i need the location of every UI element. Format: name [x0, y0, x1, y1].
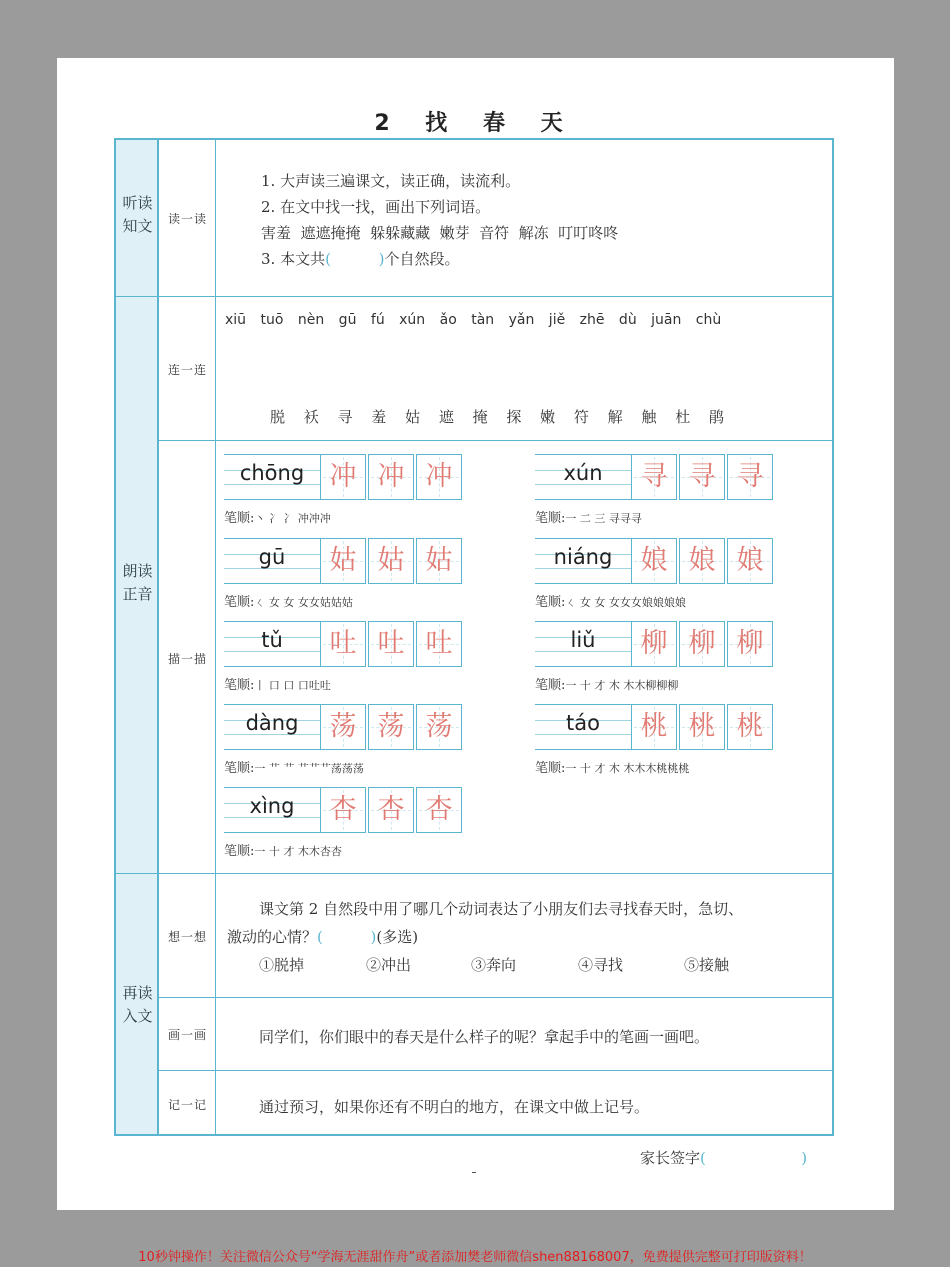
subsection-label-think: 想一想 [167, 930, 207, 944]
stroke-order-sequence: 丨 口 口 口吐吐 [254, 679, 331, 692]
pinyin-lines [224, 538, 320, 584]
trace-pinyin: tǔ [261, 628, 283, 652]
stroke-order-sequence: ㄑ 女 女 女女女娘娘娘娘 [565, 596, 686, 609]
subsection-label-read: 读一读 [167, 212, 207, 226]
read-instruction-3-pre: 3. 本文共 [261, 250, 326, 268]
section-label-reread: 再读 入文 [122, 984, 153, 1025]
read-word-list: 害羞 遮遮掩掩 躲躲藏藏 嫩芽 音符 解冻 叮叮咚咚 [261, 224, 619, 242]
tracing-grid-box[interactable] [727, 704, 773, 750]
stroke-order-sequence: 一 艹 艹 艹艹艹荡荡荡 [254, 762, 364, 775]
subsection-label-link: 连一连 [167, 363, 207, 377]
tracing-grid-box[interactable] [679, 538, 725, 584]
stroke-order [535, 757, 689, 776]
stroke-order-label: 笔顺: [535, 511, 566, 526]
stroke-order-label: 笔顺: [224, 595, 255, 610]
trace-character: 吐 [425, 628, 453, 659]
signature-blank[interactable]: ( ) [700, 1149, 808, 1167]
stroke-order-sequence: 丶 冫 冫 冲冲冲 [254, 512, 331, 525]
trace-character: 寻 [688, 461, 716, 492]
read-instruction-3 [261, 248, 460, 269]
trace-character: 荡 [329, 711, 357, 742]
hanzi-row: 脱 袄 寻 羞 姑 遮 掩 探 嫩 符 解 触 杜 鹃 [270, 408, 726, 426]
tracing-grid-box[interactable] [368, 538, 414, 584]
trace-character: 姑 [329, 545, 357, 576]
tracing-grid-box[interactable] [320, 787, 366, 833]
trace-character: 荡 [425, 711, 453, 742]
tracing-grid-box[interactable] [416, 621, 462, 667]
trace-pinyin: xún [563, 461, 603, 485]
tracing-grid-box[interactable] [368, 704, 414, 750]
stroke-order-sequence: 一 十 才 木 木木木桃桃桃 [565, 762, 690, 775]
trace-pinyin: gū [258, 545, 286, 569]
tracing-grid-box[interactable] [679, 704, 725, 750]
stroke-order-sequence: 一 十 才 木木杏杏 [254, 845, 342, 858]
stroke-order [535, 507, 642, 526]
stroke-order [224, 591, 353, 610]
trace-character: 娘 [640, 545, 668, 576]
option-2[interactable]: ②冲出 [366, 956, 412, 974]
tracing-grid-box[interactable] [631, 454, 677, 500]
draw-instruction: 同学们，你们眼中的春天是什么样子的呢？拿起手中的笔画一画吧。 [259, 1028, 710, 1046]
option-3[interactable]: ③奔向 [471, 956, 517, 974]
trace-pinyin: liǔ [570, 628, 596, 652]
trace-character: 冲 [425, 461, 453, 492]
tracing-grid-box[interactable] [631, 704, 677, 750]
trace-character: 桃 [640, 711, 668, 742]
trace-character: 吐 [377, 628, 405, 659]
subsection-label-draw: 画一画 [167, 1028, 207, 1042]
trace-character: 桃 [688, 711, 716, 742]
read-instruction-3-post: 个自然段。 [384, 250, 460, 268]
tracing-grid-box[interactable] [320, 704, 366, 750]
parent-signature [640, 1147, 807, 1168]
answer-blank[interactable]: ( ) [317, 928, 377, 946]
section-label-listen: 听读 知文 [122, 194, 153, 235]
trace-card-niáng [535, 538, 780, 618]
stroke-order-label: 笔顺: [224, 678, 255, 693]
trace-character: 冲 [377, 461, 405, 492]
stroke-order [224, 674, 331, 693]
trace-character: 桃 [736, 711, 764, 742]
trace-character: 姑 [377, 545, 405, 576]
divider [159, 997, 832, 998]
stroke-order [535, 674, 678, 693]
trace-character: 杏 [329, 794, 357, 825]
tracing-grid-box[interactable] [368, 621, 414, 667]
stroke-order-label: 笔顺: [224, 511, 255, 526]
subsection-label-trace: 描一描 [167, 652, 207, 666]
divider [116, 873, 832, 874]
answer-blank[interactable]: ( ) [325, 250, 385, 268]
tracing-grid-box[interactable] [416, 538, 462, 584]
trace-character: 姑 [425, 545, 453, 576]
divider [159, 440, 832, 441]
trace-character: 娘 [736, 545, 764, 576]
trace-character: 柳 [736, 628, 764, 659]
pinyin-lines [535, 621, 631, 667]
tracing-grid-box[interactable] [368, 454, 414, 500]
trace-character: 荡 [377, 711, 405, 742]
stroke-order-label: 笔顺: [224, 761, 255, 776]
trace-card-xún [535, 454, 780, 534]
think-question-post: (多选) [376, 928, 419, 946]
option-5[interactable]: ⑤接触 [684, 956, 730, 974]
tracing-grid-box[interactable] [320, 454, 366, 500]
stroke-order-sequence: 一 十 才 木 木木柳柳柳 [565, 679, 679, 692]
trace-pinyin: dàng [245, 711, 299, 735]
think-question-line1: 课文第 2 自然段中用了哪几个动词表达了小朋友们去寻找春天时，急切、 [259, 900, 744, 918]
stroke-order [224, 840, 342, 859]
pinyin-lines [535, 704, 631, 750]
trace-character: 柳 [688, 628, 716, 659]
section-label-pronounce: 朗读 正音 [122, 562, 153, 603]
trace-pinyin: chōng [239, 461, 305, 485]
tracing-grid-box[interactable] [416, 704, 462, 750]
tracing-grid-box[interactable] [320, 538, 366, 584]
trace-character: 冲 [329, 461, 357, 492]
stroke-order-label: 笔顺: [535, 595, 566, 610]
stroke-order-label: 笔顺: [535, 678, 566, 693]
trace-card-liǔ [535, 621, 780, 701]
trace-card-dàng [224, 704, 469, 784]
signature-label: 家长签字 [640, 1149, 701, 1167]
tracing-grid-box[interactable] [416, 454, 462, 500]
trace-character: 杏 [425, 794, 453, 825]
divider [159, 1070, 832, 1071]
trace-card-táo [535, 704, 780, 784]
tracing-grid-box[interactable] [679, 454, 725, 500]
read-instruction-2: 2. 在文中找一找，画出下列词语。 [261, 198, 491, 216]
note-instruction: 通过预习，如果你还有不明白的地方，在课文中做上记号。 [259, 1098, 650, 1116]
read-instruction-1: 1. 大声读三遍课文，读正确，读流利。 [261, 172, 521, 190]
trace-card-gū [224, 538, 469, 618]
stroke-order-sequence: 一 二 三 寻寻寻 [565, 512, 642, 525]
page-mark [472, 1172, 476, 1173]
tracing-grid-box[interactable] [631, 538, 677, 584]
pinyin-lines [535, 538, 631, 584]
pinyin-lines [224, 621, 320, 667]
pinyin-lines [224, 454, 320, 500]
option-4[interactable]: ④寻找 [578, 956, 624, 974]
tracing-grid-box[interactable] [679, 621, 725, 667]
tracing-grid-box[interactable] [727, 621, 773, 667]
think-question-pre: 激动的心情？ [227, 928, 318, 946]
pinyin-row: xiū tuō nèn gū fú xún ǎo tàn yǎn jiě zhē dù juān chù [225, 312, 722, 328]
subsection-label-note: 记一记 [167, 1098, 207, 1112]
worksheet-page [57, 58, 894, 1210]
stroke-order-label: 笔顺: [224, 844, 255, 859]
tracing-grid-box[interactable] [631, 621, 677, 667]
stroke-order [224, 507, 331, 526]
pinyin-lines [224, 787, 320, 833]
tracing-grid-box[interactable] [727, 454, 773, 500]
trace-character: 柳 [640, 628, 668, 659]
tracing-grid-box[interactable] [368, 787, 414, 833]
tracing-grid-box[interactable] [320, 621, 366, 667]
trace-pinyin: xìng [249, 794, 295, 818]
page-title: 2 找 春 天 [374, 111, 577, 136]
stroke-order [535, 591, 686, 610]
stroke-order [224, 757, 364, 776]
stroke-order-sequence: ㄑ 女 女 女女姑姑姑 [254, 596, 353, 609]
trace-character: 娘 [688, 545, 716, 576]
trace-character: 寻 [640, 461, 668, 492]
pinyin-lines [224, 704, 320, 750]
stroke-order-label: 笔顺: [535, 761, 566, 776]
tracing-grid-box[interactable] [727, 538, 773, 584]
trace-character: 寻 [736, 461, 764, 492]
subsection-column [159, 140, 216, 1134]
tracing-grid-box[interactable] [416, 787, 462, 833]
trace-character: 吐 [329, 628, 357, 659]
promo-footer: 10秒钟操作！关注微信公众号“学海无涯甜作舟”或者添加樊老师微信shen88168007，免费提供完整可打印版资料！ [138, 1250, 812, 1265]
trace-card-chōng [224, 454, 469, 534]
trace-pinyin: táo [566, 711, 600, 735]
option-1[interactable]: ①脱掉 [259, 956, 305, 974]
pinyin-lines [535, 454, 631, 500]
trace-character: 杏 [377, 794, 405, 825]
trace-card-xìng [224, 787, 469, 867]
think-question-line2 [227, 926, 418, 947]
divider [116, 296, 832, 297]
trace-card-tǔ [224, 621, 469, 701]
trace-pinyin: niáng [553, 545, 613, 569]
